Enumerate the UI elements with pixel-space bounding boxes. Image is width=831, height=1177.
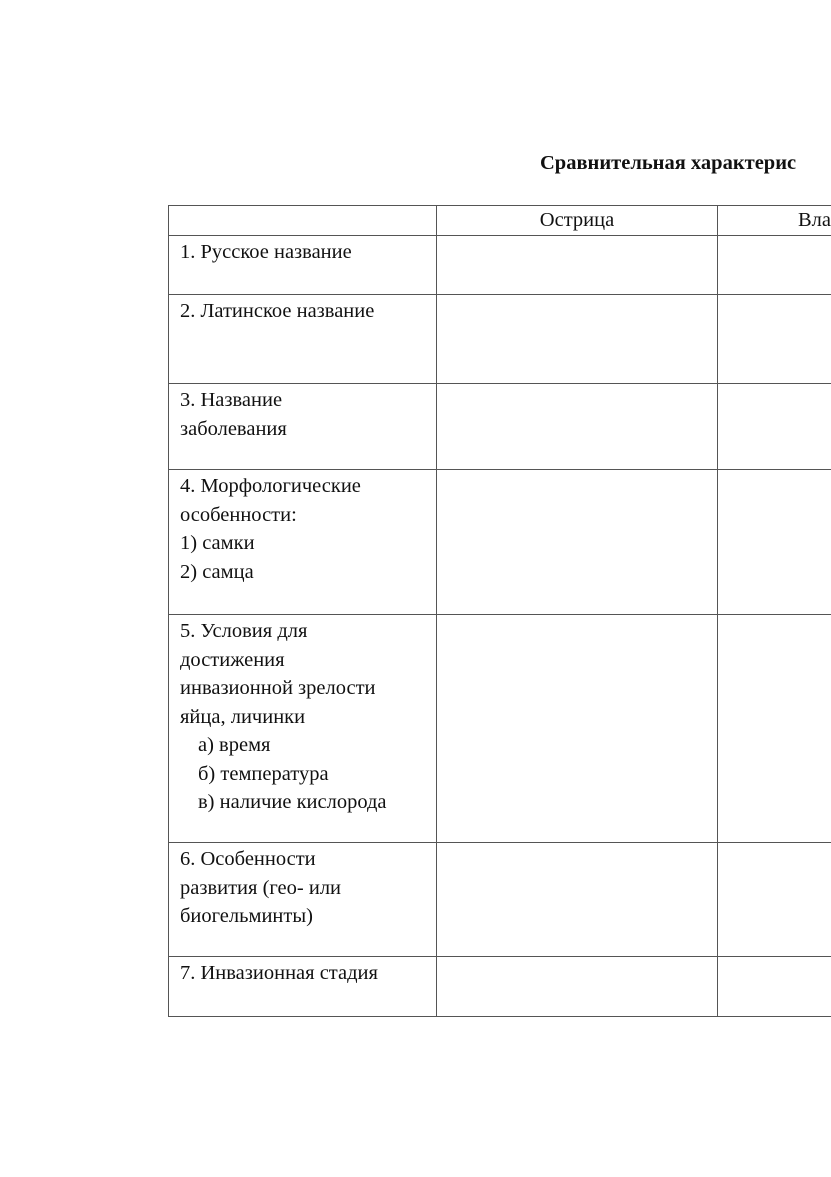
table-header-row	[169, 206, 831, 236]
row-label-cell	[169, 615, 437, 843]
table-cell	[718, 236, 831, 295]
header-cell-vla: Вла	[718, 206, 831, 236]
page-title: Сравнительная характерис	[540, 152, 797, 174]
table-row	[169, 957, 831, 1017]
table-cell	[437, 615, 718, 843]
row-label-line: биогельминты)	[180, 905, 313, 927]
row-label-line: яйца, личинки	[180, 705, 306, 728]
table-row	[169, 470, 831, 615]
row-label-line: инвазионной зрелости	[180, 677, 376, 699]
row-label-line: 1. Русское название	[180, 241, 352, 263]
row-label-subitem: а) время	[198, 734, 271, 756]
table-cell	[437, 843, 718, 957]
table-row	[169, 615, 831, 843]
table-row	[169, 843, 831, 957]
table-row	[169, 236, 831, 295]
row-label-line: 1) самки	[180, 532, 255, 554]
row-label-cell	[169, 957, 437, 1017]
row-label-cell	[169, 236, 437, 295]
table-row	[169, 384, 831, 470]
table-cell	[437, 384, 718, 470]
row-label-subitem: в) наличие кислорода	[198, 791, 387, 813]
row-label-line: 3. Название	[180, 389, 283, 411]
row-label-cell	[169, 295, 437, 384]
row-label-line: 2) самца	[180, 560, 254, 583]
header-cell-empty	[169, 206, 437, 236]
row-label-line: достижения	[180, 648, 285, 671]
row-label-line: особенности:	[180, 503, 297, 526]
table-cell	[718, 470, 831, 615]
table-cell	[718, 843, 831, 957]
row-label-cell	[169, 470, 437, 615]
row-label-line: 2. Латинское название	[180, 300, 375, 322]
row-label-line: 6. Особенности	[180, 848, 316, 870]
table-cell	[718, 615, 831, 843]
row-label-line: 4. Морфологические	[180, 475, 361, 497]
table-cell	[437, 470, 718, 615]
table-cell	[718, 295, 831, 384]
table-row	[169, 295, 831, 384]
table-cell	[718, 957, 831, 1017]
row-label-line: 7. Инвазионная стадия	[180, 962, 378, 984]
table-cell	[437, 236, 718, 295]
row-label-line: развития (гео- или	[180, 876, 342, 899]
row-label-subitem: б) температура	[198, 762, 329, 785]
table-cell	[437, 957, 718, 1017]
table-cell	[437, 295, 718, 384]
header-cell-ostrica: Острица	[437, 206, 718, 236]
row-label-line: 5. Условия для	[180, 620, 308, 642]
table-cell	[718, 384, 831, 470]
row-label-cell	[169, 843, 437, 957]
row-label-line: заболевания	[180, 417, 287, 440]
row-label-cell	[169, 384, 437, 470]
comparison-table	[168, 205, 831, 1017]
